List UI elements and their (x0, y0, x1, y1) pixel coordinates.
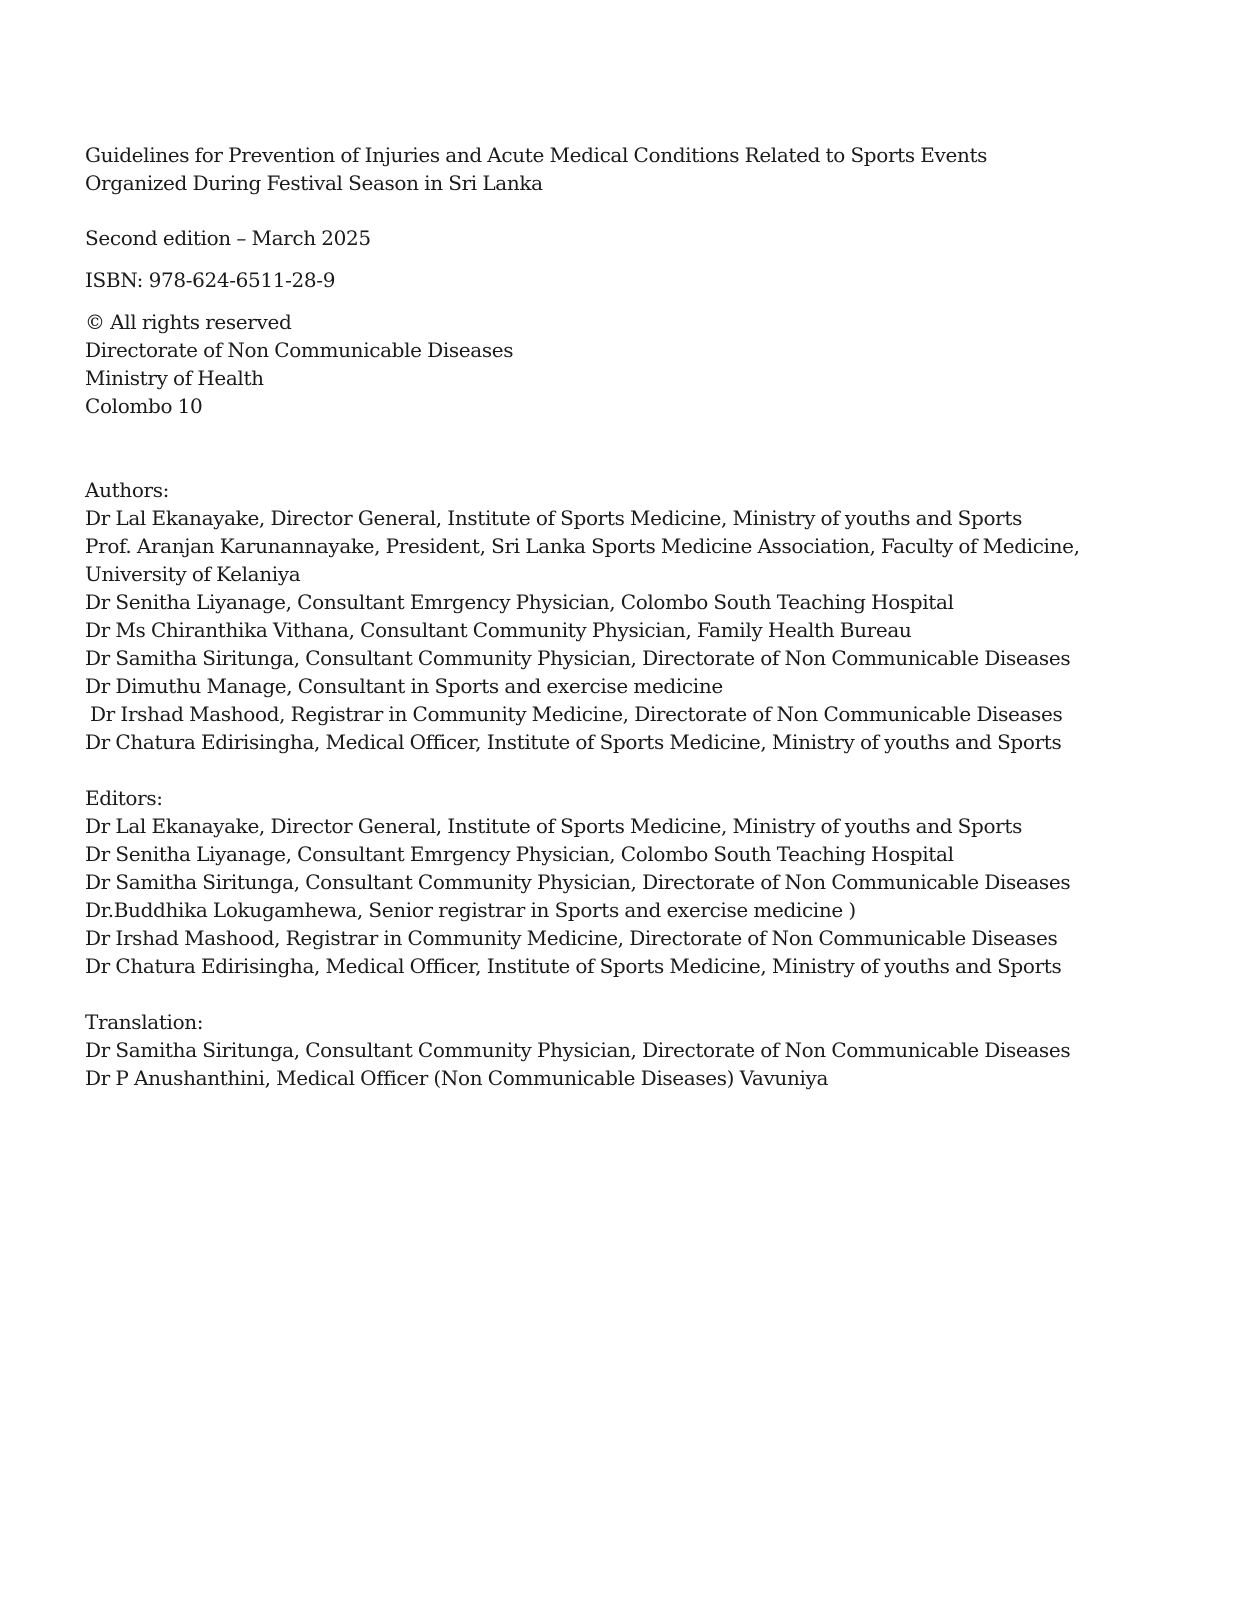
author-entry: Dr Lal Ekanayake, Director General, Institute of Sports Medicine, Ministry of youths and Sports (85, 506, 1022, 530)
isbn-text: ISBN: 978-624-6511-28-9 (85, 268, 336, 292)
editor-entry: Dr Samitha Siritunga, Consultant Community Physician, Directorate of Non Communicable Diseases (85, 870, 1071, 894)
authors-section (85, 476, 1185, 756)
editor-entry: Dr Chatura Edirisingha, Medical Officer, Institute of Sports Medicine, Ministry of youths and Sports (85, 954, 1062, 978)
translator-entry: Dr Samitha Siritunga, Consultant Community Physician, Directorate of Non Communicable Diseases (85, 1038, 1071, 1062)
copyright-notice: © All rights reserved (85, 310, 292, 334)
author-entry: Dr Senitha Liyanage, Consultant Emrgency Physician, Colombo South Teaching Hospital (85, 590, 954, 614)
document-page (85, 141, 1185, 1092)
editor-entry: Dr Irshad Mashood, Registrar in Community Medicine, Directorate of Non Communicable Diseases (85, 926, 1058, 950)
author-entry: Dr Irshad Mashood, Registrar in Community Medicine, Directorate of Non Communicable Diseases (90, 702, 1063, 726)
title-line: Guidelines for Prevention of Injuries and Acute Medical Conditions Related to Sports Events (85, 143, 988, 167)
author-entry: University of Kelaniya (85, 562, 301, 586)
editor-entry: Dr.Buddhika Lokugamhewa, Senior registrar in Sports and exercise medicine ) (85, 898, 856, 922)
editor-entry: Dr Lal Ekanayake, Director General, Institute of Sports Medicine, Ministry of youths and Sports (85, 814, 1022, 838)
author-entry: Dr Samitha Siritunga, Consultant Community Physician, Directorate of Non Communicable Diseases (85, 646, 1071, 670)
publisher-line: Colombo 10 (85, 394, 203, 418)
publisher-line: Directorate of Non Communicable Diseases (85, 338, 514, 362)
translation-section (85, 1008, 1185, 1092)
title-line: Organized During Festival Season in Sri Lanka (85, 171, 543, 195)
editors-section (85, 784, 1185, 980)
author-entry: Dr Dimuthu Manage, Consultant in Sports and exercise medicine (85, 674, 723, 698)
publisher-line: Ministry of Health (85, 366, 264, 390)
translation-heading: Translation: (85, 1010, 204, 1034)
editors-heading: Editors: (85, 786, 163, 810)
document-title (85, 141, 1185, 197)
author-entry: Dr Ms Chiranthika Vithana, Consultant Community Physician, Family Health Bureau (85, 618, 912, 642)
translator-entry: Dr P Anushanthini, Medical Officer (Non Communicable Diseases) Vavuniya (85, 1066, 829, 1090)
edition-text: Second edition – March 2025 (85, 226, 371, 250)
editor-entry: Dr Senitha Liyanage, Consultant Emrgency Physician, Colombo South Teaching Hospital (85, 842, 954, 866)
author-entry: Prof. Aranjan Karunannayake, President, Sri Lanka Sports Medicine Association, Faculty of Medicine, (85, 534, 1080, 558)
authors-heading: Authors: (85, 478, 170, 502)
publisher-block (85, 308, 1185, 420)
author-entry: Dr Chatura Edirisingha, Medical Officer, Institute of Sports Medicine, Ministry of youths and Sports (85, 730, 1062, 754)
